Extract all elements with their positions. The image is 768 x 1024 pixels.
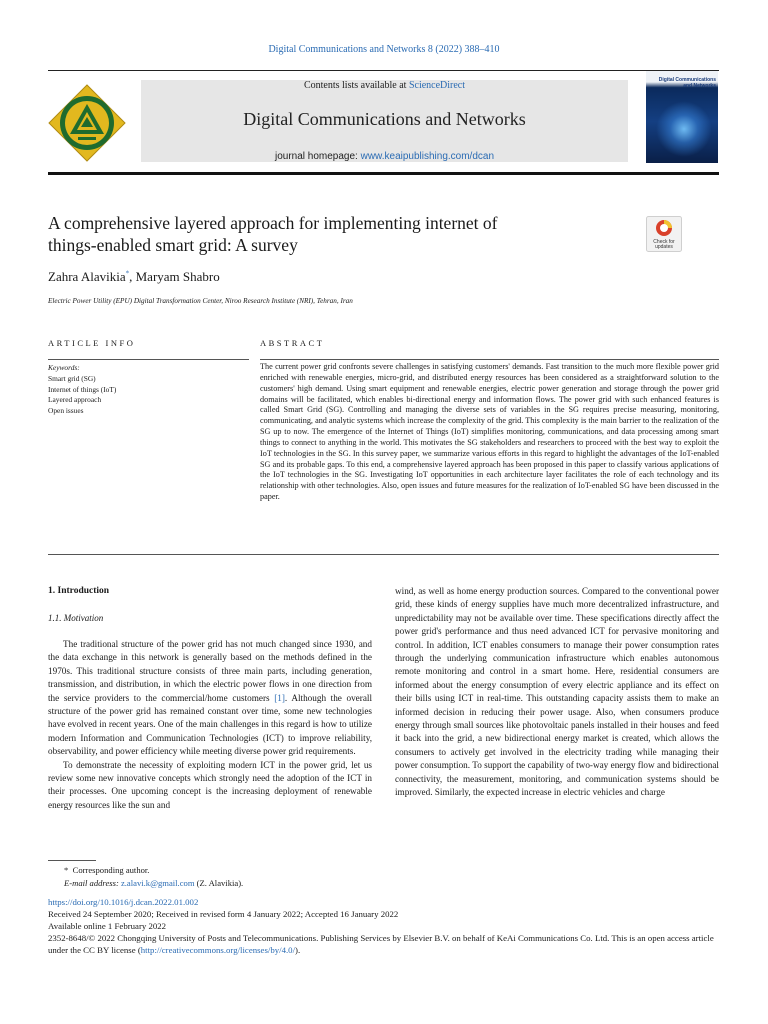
cover-title-line1: Digital Communications (658, 77, 716, 83)
received-dates: Received 24 September 2020; Received in revised form 4 January 2022; Accepted 16 January 2022 (48, 908, 399, 919)
keyword-item: Layered approach (48, 395, 102, 405)
article-info-rule (48, 359, 249, 360)
homepage-line: journal homepage: www.keaipublishing.com/dcan (274, 151, 495, 162)
header-bottom-rule (48, 172, 719, 175)
article-title: A comprehensive layered approach for implementing internet of things-enabled smart grid: A survey (48, 213, 498, 255)
header-top-rule (48, 70, 719, 71)
keyword-item: Open issues (48, 406, 84, 416)
publication-info (48, 897, 720, 957)
footnote-rule (48, 860, 96, 861)
license-link[interactable]: http://creativecommons.org/licenses/by/4.0/ (140, 944, 296, 955)
keyword-item: Smart grid (SG) (48, 373, 96, 383)
paragraph: wind, as well as home energy production sources. Compared to the conventional power grid, these kinds of energy supplies have much more decentralized infrastructure, and unpredictability may not be available over time. These specifications directly affect the power grid's performance and thus need advanced ICT for pervasive monitoring and control. In addition, ICT enables consumers to manage their power consumption rates through the underlying communication infrastructure which enables autonomous remote monitoring and control in a smart home. Here, residential consumers are informed about the energy consumption of every electric appliance and its effect on their bills using ICT in real-time. This outstanding capacity assists them to make an informed decision in reducing their power usage. Also, when consumers produce energy through small sources like photovoltaic panels installed in their houses and feed it back into the grid, a new bidirectional energy market is created, which allows the consumers to actively get involved in the electricity trading while managing their power consumption. To support the capability of two-way energy flow and bidirectional connectivity, the measurement, monitoring, and communication systems should be improved. Similarly, the expected increase in electric vehicles and charge (395, 586, 719, 798)
motivation-heading: 1.1. Motivation (48, 613, 104, 623)
paragraph: The traditional structure of the power grid has not much changed since 1930, and the data exchange in this network is generally based on the methods defined in the 1970s. This traditional structure consists of three main parts, including generation, transmission, and distribution, in which the electric power flows in one direction from the service providers to the commercial/home customers [1]. Although the overall structure of the power grid has remained constant over time, some new technologies have evolved in recent years. One of the main challenges in this regard is how to utilize modern Information and Communication Technologies (ICT) to improve reliability, observability, and power efficiency while meeting diverse power grid requirements. (48, 639, 372, 757)
contents-line: Contents lists available at ScienceDirect (303, 80, 466, 91)
author-2: , Maryam Shabro (129, 269, 220, 284)
corresponding-author-note: * Corresponding author. (64, 865, 150, 875)
cover-graphic (656, 101, 712, 157)
introduction-heading: 1. Introduction (48, 586, 110, 596)
footnotes (48, 864, 243, 890)
university-seal-logo (48, 84, 126, 162)
email-link[interactable]: z.alavi.k@gmail.com (120, 878, 195, 888)
keyword-item: Internet of things (IoT) (48, 384, 117, 394)
reference-link[interactable]: [1] (274, 692, 285, 703)
journal-homepage-link[interactable]: www.keaipublishing.com/dcan (360, 151, 495, 162)
available-online: Available online 1 February 2022 (48, 920, 167, 931)
corresponding-author-mark[interactable]: * (125, 269, 130, 278)
journal-citation[interactable]: Digital Communications and Networks 8 (2022) 388–410 (268, 44, 500, 55)
email-note: E-mail address: z.alavi.k@gmail.com (Z. Alavikia). (64, 878, 244, 888)
paragraph: To demonstrate the necessity of exploiting modern ICT in the power grid, let us review some new innovative concepts which strongly need the adoption of the ICT in their processes. One upcoming concept is the increasing deployment of renewable energy resources like the sun and (48, 759, 372, 810)
abstract-rule (260, 359, 719, 360)
check-updates-text2: updates (655, 244, 673, 250)
abstract-text: The current power grid confronts severe challenges in satisfying customers' demands. Fast transition to the much more flexible power grid enriched with renewable energies, micro-grid, and distributed energy resources has been considered as a straightforward solution to the customers' high demand. Using smart equipment and renewable energies, electric power generation and storage through the power grid domains will be facilitated, which enables bi-directional energy and information flows. The power grid with such enhanced features is called Smart Grid (SG). Controlling and managing the diverse sets of variables in the SG requires precise measuring, monitoring, communicating, and analytic systems which increase the complexity of the grid. This complexity is the main barrier to the realization of the SG up to now. The emergence of the Internet of Things (IoT) simplifies monitoring, communications, and data processing among smart things to connect to anything in the world. This motivates the SG stakeholders and researchers to proceed with the best way to exploit the IoT technologies in the SG. In this survey paper, we summarize various efforts in this regard to highlight the advantages of the IoT-enabled SG and its probable gaps. To this end, a comprehensive layered approach has been proposed in this paper to classify various applications of the IoT technologies in the SG. Investigating IoT opportunities in each architecture layer facilitates the role of each technology and its relationship with other technologies. Also, open issues and future measures for the realization of IoT-enabled SG have been discussed in the paper. (260, 362, 719, 502)
check-for-updates-icon[interactable] (646, 216, 682, 252)
check-updates-text1: Check for (653, 239, 675, 245)
journal-title: Digital Communications and Networks (243, 109, 526, 129)
article-info-heading: ARTICLE INFO (48, 338, 136, 348)
body-right-column (395, 585, 719, 800)
abstract-heading: ABSTRACT (260, 338, 325, 348)
affiliation: Electric Power Utility (EPU) Digital Transformation Center, Niroo Research Institute (NRI), Tehran, Iran (48, 297, 353, 305)
doi-link[interactable]: https://doi.org/10.1016/j.dcan.2022.01.002 (48, 897, 199, 907)
author-list (48, 269, 220, 285)
author-1: Zahra Alavikia (48, 269, 126, 284)
keywords-label: Keywords: (48, 363, 80, 372)
abstract-end-rule (48, 554, 719, 555)
keywords-block (48, 363, 116, 417)
cover-title-line2: and Networks (683, 83, 716, 89)
body-left-column (48, 638, 372, 812)
sciencedirect-link[interactable]: ScienceDirect (408, 80, 466, 91)
license-statement: 2352-8648/© 2022 Chongqing University of Posts and Telecommunications. Publishing Services by Elsevier B.V. on behalf of KeAi Communications Co. Ltd. This is an open access article under the CC BY license (http://creativecommons.org/licenses/by/4.0/). (48, 932, 714, 955)
journal-cover-image (646, 71, 718, 163)
